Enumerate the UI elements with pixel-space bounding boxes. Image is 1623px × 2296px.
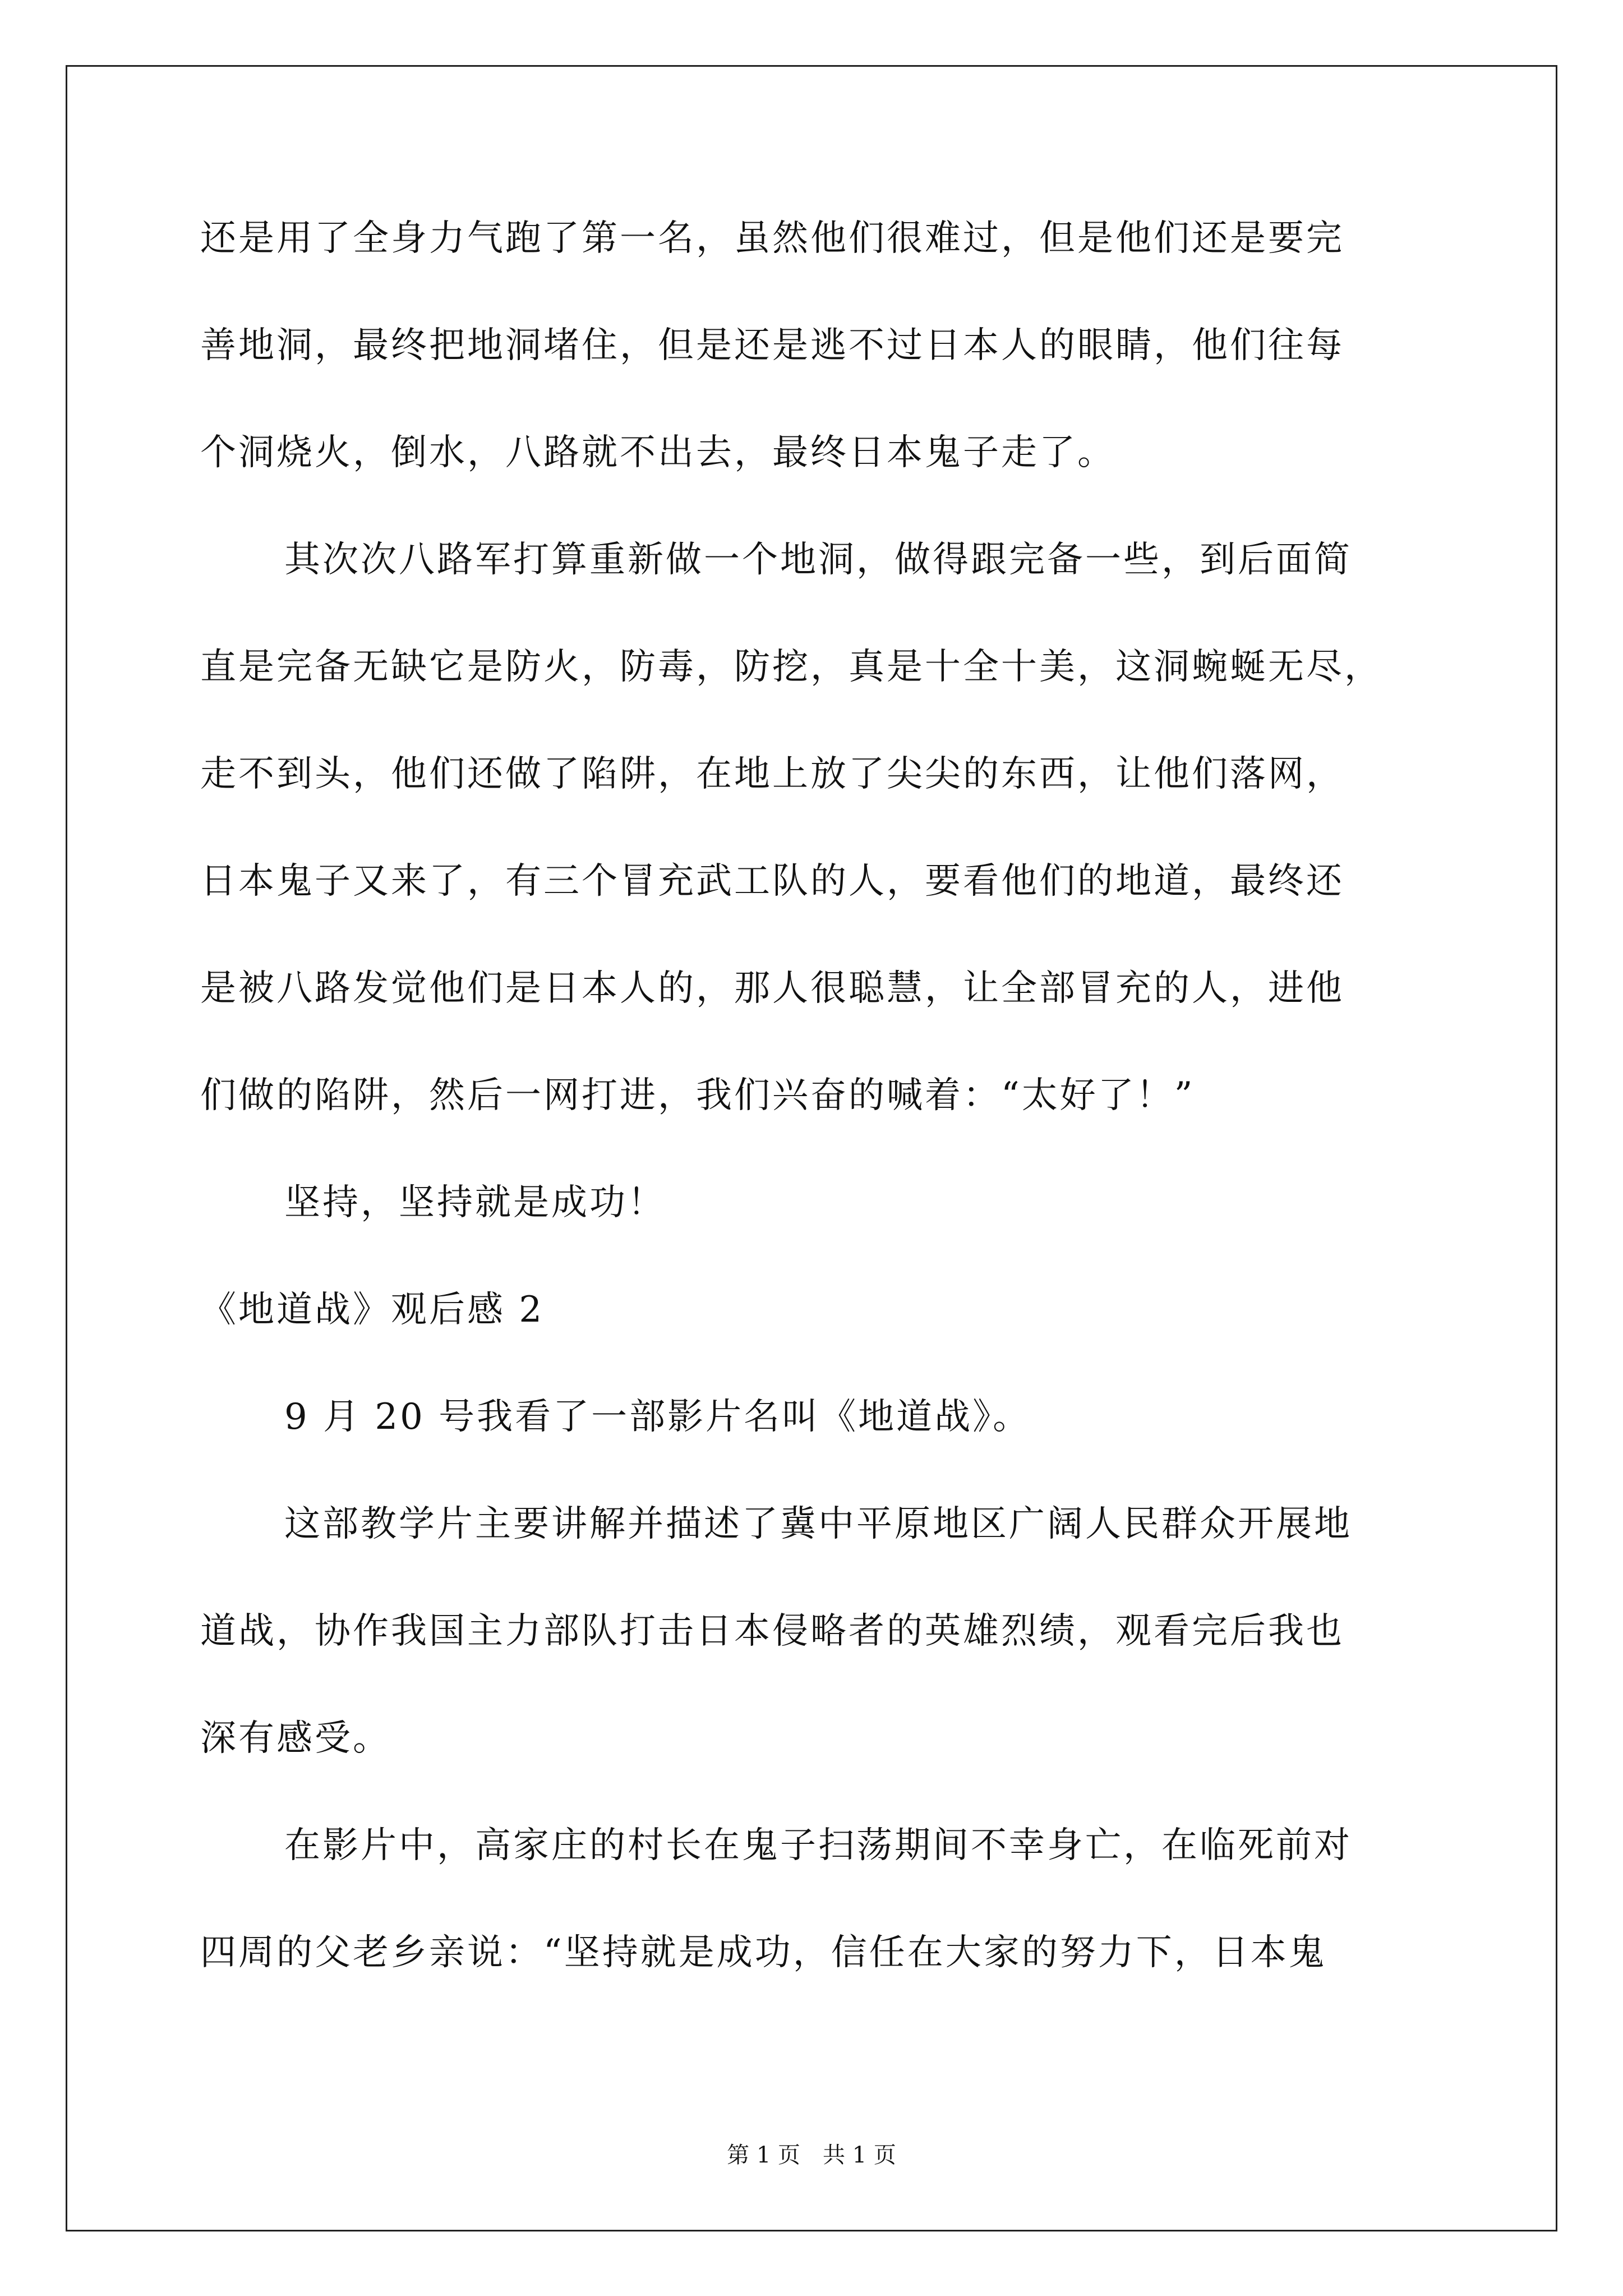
text-line: 个洞烧火，倒水，八路就不出去，最终日本鬼子走了。: [200, 432, 1115, 473]
page-border: [66, 65, 1557, 2231]
page-footer: 第 1 页 共 1 页: [727, 2142, 896, 2168]
text-line: 是被八路发觉他们是日本人的，那人很聪慧，让全部冒充的人，进他: [200, 968, 1344, 1009]
paragraph-first-line: 其次次八路军打算重新做一个地洞，做得跟完备一些，到后面简: [284, 539, 1352, 581]
text-line: 们做的陷阱，然后一网打进，我们兴奋的喊着：“太好了！”: [200, 1075, 1195, 1116]
text-line: 日本鬼子又来了，有三个冒充武工队的人，要看他们的地道，最终还: [200, 861, 1344, 902]
text-line: 深有感受。: [200, 1718, 391, 1759]
text-line: 四周的父老乡亲说：“坚持就是成功，信任在大家的努力下，日本鬼: [200, 1932, 1327, 1973]
paragraph-first-line: 9 月 20 号我看了一部影片名叫《地道战》。: [284, 1396, 1031, 1438]
section-heading: 《地道战》观后感 2: [200, 1289, 545, 1331]
text-line: 走不到头，他们还做了陷阱，在地上放了尖尖的东西，让他们落网，: [200, 753, 1344, 795]
text-line: 善地洞，最终把地洞堵住，但是还是逃不过日本人的眼睛，他们往每: [200, 325, 1344, 366]
paragraph-first-line: 这部教学片主要讲解并描述了冀中平原地区广阔人民群众开展地: [284, 1503, 1352, 1545]
paragraph-first-line: 坚持，坚持就是成功！: [284, 1182, 666, 1223]
text-line: 道战，协作我国主力部队打击日本侵略者的英雄烈绩，观看完后我也: [200, 1611, 1344, 1652]
text-line: 直是完备无缺它是防火，防毒，防挖，真是十全十美，这洞蜿蜒无尽，: [200, 646, 1382, 688]
text-line: 还是用了全身力气跑了第一名，虽然他们很难过，但是他们还是要完: [200, 218, 1344, 259]
paragraph-first-line: 在影片中，高家庄的村长在鬼子扫荡期间不幸身亡，在临死前对: [284, 1825, 1352, 1866]
